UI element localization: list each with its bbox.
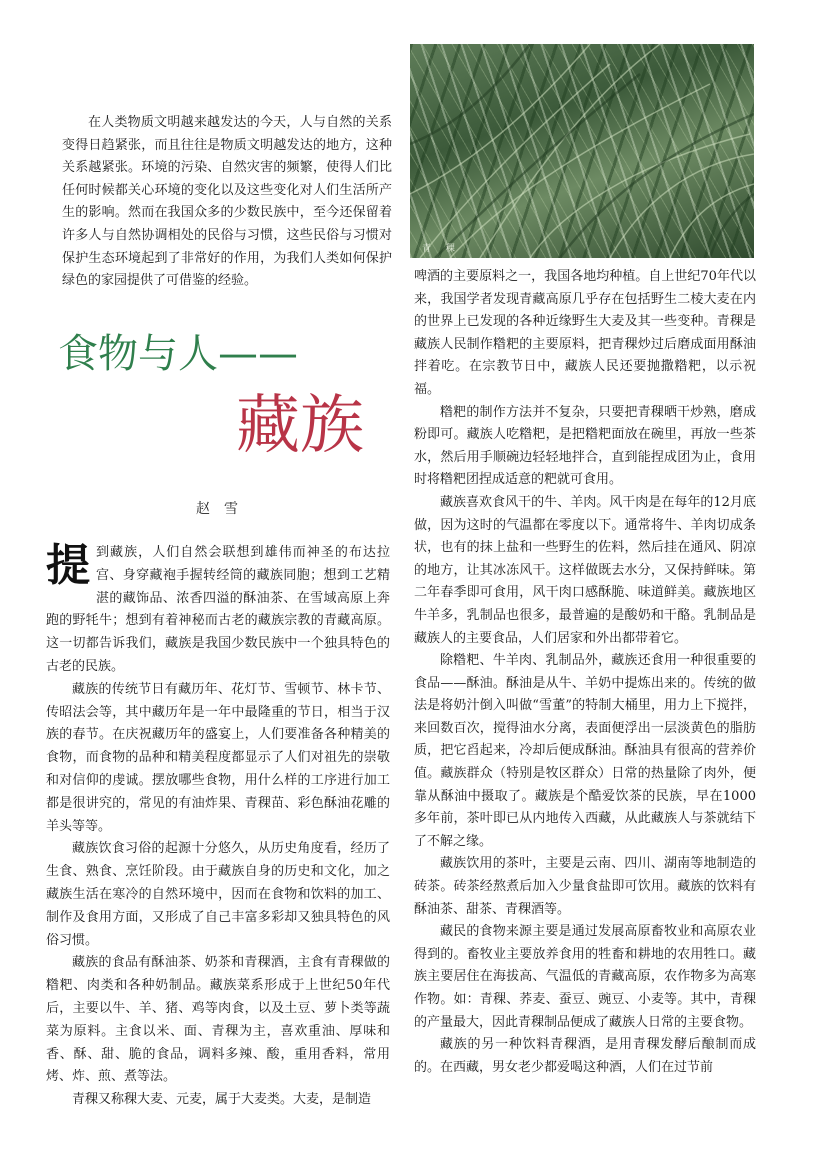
paragraph: 啤酒的主要原料之一，我国各地均种植。自上世纪70年代以来，我国学者发现青藏高原几乎存在包括野生二棱大麦在内的世界上已发现的各种近缘野生大麦及其一些变种。青稞是藏族人民制作糌粑的主要原料，把青稞炒过后磨成面用酥油拌着吃。在宗教节日中，藏族人民还要抛撒糌粑，以示祝福。 xyxy=(414,269,756,397)
barley-stalks-graphic xyxy=(410,44,754,258)
article-title-line2: 藏族 xyxy=(236,389,364,463)
paragraph: 藏族饮食习俗的起源十分悠久，从历史角度看，经历了生食、熟食、烹饪阶段。由于藏族自身的历史和文化，加之藏族生活在寒冷的自然环境中，因而在食物和饮料的加工、制作及食用方面，又形成了自己丰富多彩却又独具特色的风俗习惯。 xyxy=(46,841,390,948)
paragraph: 藏族的另一种饮料青稞酒，是用青稞发酵后酿制而成的。在西藏，男女老少都爱喝这种酒，人们在过节前 xyxy=(414,1037,756,1075)
paragraph: 糌粑的制作方法并不复杂，只要把青稞晒干炒熟，磨成粉即可。藏族人吃糌粑，是把糌粑面放在碗里，再放一些茶水，然后用手顺碗边轻轻地拌合，直到能捏成团为止，食用时将糌粑团捏成适意的粑就可食用。 xyxy=(414,404,756,488)
intro-paragraph: 在人类物质文明越来越发达的今天，人与自然的关系变得日趋紧张，而且往往是物质文明越发达的地方，这种关系越紧张。环境的污染、自然灾害的频繁，使得人们比任何时候都关心环境的变化以及这些变化对人们生活所产生的影响。然而在我国众多的少数民族中，至今还保留着许多人与自然协调相处的民俗与习惯，这些民俗与习惯对保护生态环境起到了非常好的作用，为我们人类如何保护绿色的家园提供了可借鉴的经验。 xyxy=(62,115,392,289)
paragraph: 藏族饮用的茶叶，主要是云南、四川、湖南等地制造的砖茶。砖茶经熬煮后加入少量食盐即可饮用。藏族的饮料有酥油茶、甜茶、青稞酒等。 xyxy=(414,856,756,917)
paragraph: 藏民的食物来源主要是通过发展高原畜牧业和高原农业得到的。畜牧业主要放养食用的牲畜和耕地的农用牲口。藏族主要居住在海拔高、气温低的青藏高原，农作物多为高寒作物。如：青稞、荞麦、蚕豆、豌豆、小麦等。其中，青稞的产量最大，因此青稞制品便成了藏族人日常的主要食物。 xyxy=(414,924,756,1030)
paragraph: 青稞又称稞大麦、元麦，属于大麦类。大麦，是制造 xyxy=(72,1092,372,1108)
left-column xyxy=(46,542,390,1112)
photo-caption: 青 稞 xyxy=(422,244,461,254)
article-title-line1: 食物与人—— xyxy=(58,331,298,377)
paragraph: 藏族喜欢食风干的牛、羊肉。风干肉是在每年的12月底做，因为这时的气温都在零度以下。通常将牛、羊肉切成条状，也有的抹上盐和一些野生的佐料，然后挂在通风、阴凉的地方，让其冰冻风干。这样做既去水分，又保持鲜味。第二年春季即可食用，风干肉口感酥脆、味道鲜美。藏族地区牛羊多，乳制品也很多，最普遍的是酸奶和干酪。乳制品是藏族人的主要食品，人们居家和外出都带着它。 xyxy=(414,494,756,646)
paragraph-text: 到藏族，人们自然会联想到雄伟而神圣的布达拉宫、身穿藏袍手握转经筒的藏族同胞；想到工艺精湛的藏饰品、浓香四溢的酥油茶、在雪域高原上奔跑的野牦牛；想到有着神秘而古老的藏族宗教的青藏高原。这一切都告诉我们，藏族是我国少数民族中一个独具特色的古老的民族。 xyxy=(46,545,390,674)
author-name: 赵雪 xyxy=(196,501,252,517)
paragraph: 藏族的食品有酥油茶、奶茶和青稞酒，主食有青稞做的糌粑、肉类和各种奶制品。藏族菜系形成于上世纪50年代后，主要以牛、羊、猪、鸡等肉食，以及土豆、萝卜类等蔬菜为原料。主食以米、面、青稞为主，喜欢重油、厚味和香、酥、甜、脆的食品，调料多辣、酸，重用香料，常用烤、炸、煎、煮等法。 xyxy=(46,955,390,1085)
barley-photo xyxy=(410,44,754,258)
right-column xyxy=(414,266,756,1079)
paragraph: 藏族的传统节日有藏历年、花灯节、雪顿节、林卡节、传昭法会等，其中藏历年是一年中最隆重的节日，相当于汉族的春节。在庆祝藏历年的盛宴上，人们要准备各种精美的食物，而食物的品种和精美程度都显示了人们对祖先的崇敬和对信仰的虔诚。摆放哪些食物，用什么样的工序进行加工都是很讲究的，常见的有油炸果、青稞苗、彩色酥油花雕的羊头等等。 xyxy=(46,681,390,834)
paragraph xyxy=(46,542,390,679)
drop-cap: 提 xyxy=(46,540,90,591)
paragraph: 除糌粑、牛羊肉、乳制品外，藏族还食用一种很重要的食品——酥油。酥油是从牛、羊奶中提炼出来的。传统的做法是将奶汁倒入叫做“雪董”的特制大桶里，用力上下搅拌，来回数百次，搅得油水分离，表面便浮出一层淡黄色的脂肪质，把它舀起来，冷却后便成酥油。酥油具有很高的营养价值。藏族群众（特别是牧区群众）日常的热量除了肉外，便靠从酥油中摄取了。藏族是个酷爱饮茶的民族，早在1000多年前，茶叶即已从内地传入西藏，从此藏族人与茶就结下了不解之缘。 xyxy=(414,653,756,849)
